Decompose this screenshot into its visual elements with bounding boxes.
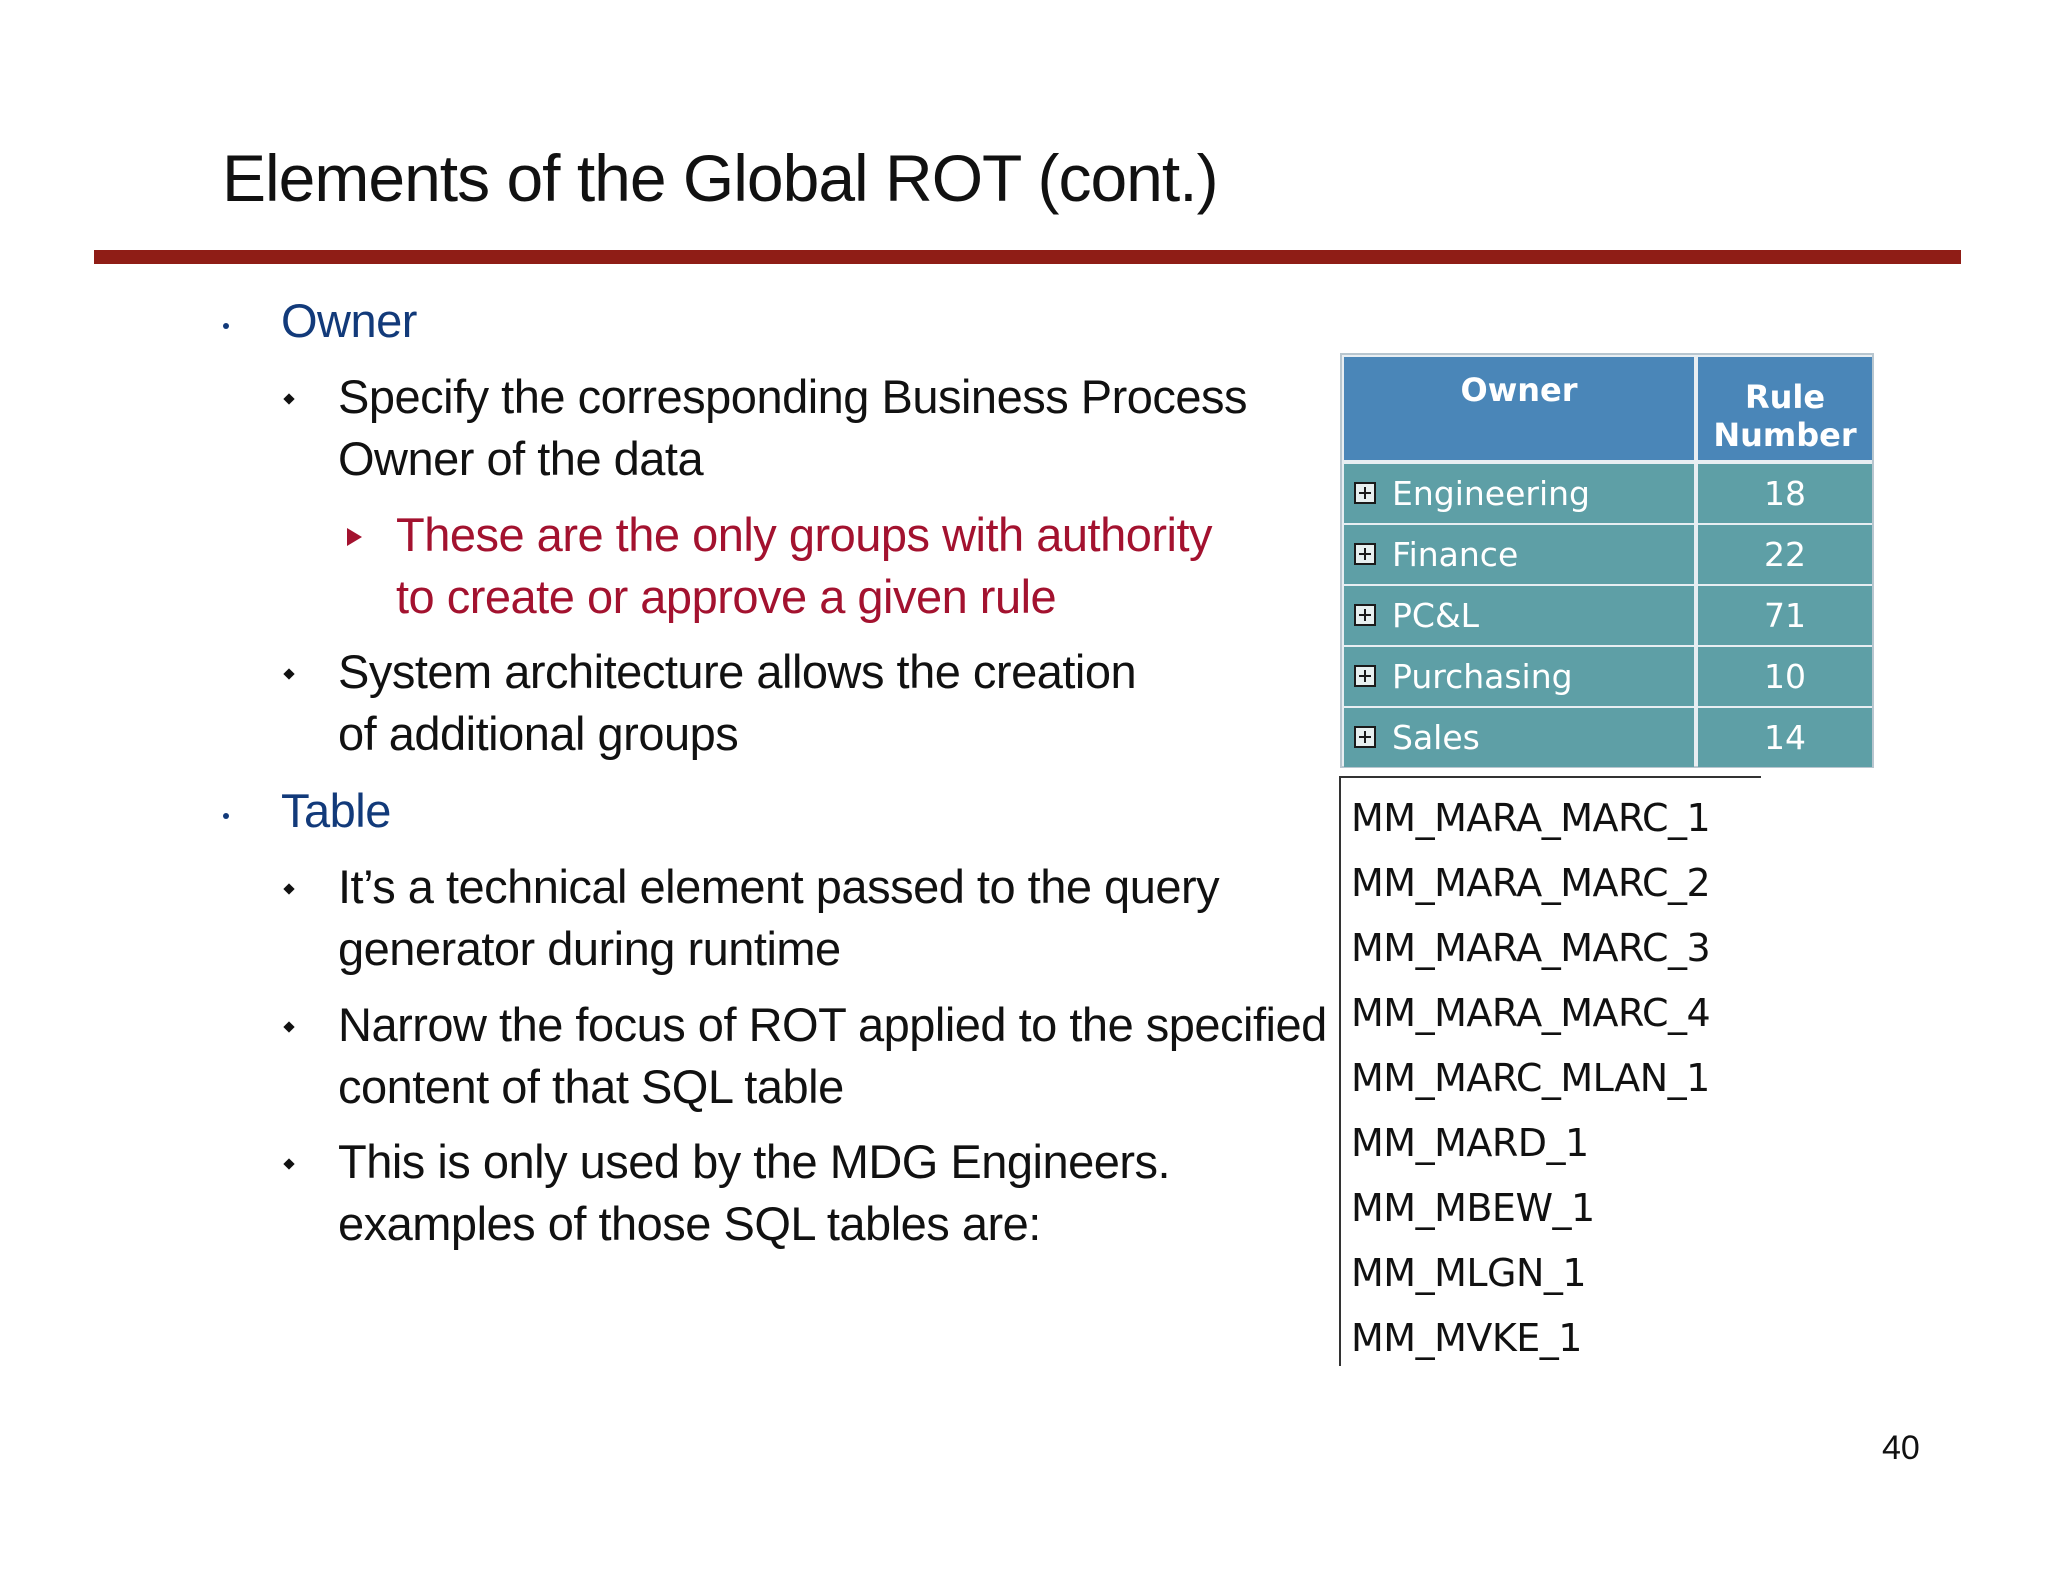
bullet-triangle [347,528,362,546]
rule-number-cell: 22 [1698,525,1872,584]
sql-table-list [1339,776,1761,1366]
bullet-diamond [283,883,294,894]
list-item[interactable]: MM_MARA_MARC_1 [1351,796,1711,840]
owner-subpoint-line1: These are the only groups with authority [396,508,1213,561]
owner-name: Sales [1392,718,1480,757]
owner-subpoint-line2: to create or approve a given rule [396,570,1057,623]
bullet-dot [223,323,229,329]
owner-point2-line2: of additional groups [338,707,739,760]
header-rule-label: Rule [1744,377,1826,416]
expand-plus-icon[interactable] [1354,482,1376,504]
list-item[interactable]: MM_MARC_MLAN_1 [1351,1056,1710,1100]
rule-number-cell: 71 [1698,586,1872,645]
table-row[interactable] [1344,525,1872,584]
bullet-diamond [283,1021,294,1032]
title-divider [94,250,1961,264]
owner-name: Purchasing [1392,657,1573,696]
slide-title: Elements of the Global ROT (cont.) [222,141,1218,215]
list-item[interactable]: MM_MARA_MARC_3 [1351,926,1711,970]
owner-point1-line1: Specify the corresponding Business Process [338,370,1248,423]
owner-cell [1344,464,1694,523]
bullet-dot [223,813,229,819]
owner-name: PC&L [1392,596,1480,635]
list-item[interactable]: MM_MARD_1 [1351,1121,1589,1165]
header-rule-number [1698,357,1872,460]
list-item[interactable]: MM_MARA_MARC_2 [1351,861,1711,905]
page-number: 40 [1882,1429,1920,1467]
rule-number-cell: 18 [1698,464,1872,523]
owner-cell [1344,708,1694,767]
bullet-table: Table [281,784,391,837]
table-point1-line1: It’s a technical element passed to the query [338,860,1220,913]
expand-plus-icon[interactable] [1354,726,1376,748]
header-owner-label: Owner [1460,371,1578,409]
table-point2-line1: Narrow the focus of ROT applied to the specified [338,998,1327,1051]
list-item[interactable]: MM_MLGN_1 [1351,1251,1587,1295]
table-row[interactable] [1344,464,1872,523]
header-owner [1344,357,1694,460]
bullet-diamond [283,668,294,679]
owner-cell [1344,586,1694,645]
expand-plus-icon[interactable] [1354,665,1376,687]
table-row[interactable] [1344,586,1872,645]
bullet-diamond [283,1158,294,1169]
rule-number-cell: 14 [1698,708,1872,767]
list-item[interactable]: MM_MBEW_1 [1351,1186,1595,1230]
bullet-owner: Owner [281,294,417,347]
table-point3-line2: examples of those SQL tables are: [338,1197,1041,1250]
owner-cell [1344,647,1694,706]
rule-number-cell: 10 [1698,647,1872,706]
owner-name: Finance [1392,535,1519,574]
expand-plus-icon[interactable] [1354,543,1376,565]
table-row[interactable] [1344,708,1872,767]
owner-cell [1344,525,1694,584]
owner-point2-line1: System architecture allows the creation [338,645,1137,698]
list-item[interactable]: MM_MVKE_1 [1351,1316,1582,1360]
table-row[interactable] [1344,647,1872,706]
table-point3-line1: This is only used by the MDG Engineers. [338,1135,1171,1188]
expand-plus-icon[interactable] [1354,604,1376,626]
owner-point1-line2: Owner of the data [338,432,704,485]
header-number-label: Number [1713,415,1857,454]
table-point1-line2: generator during runtime [338,922,841,975]
owner-rule-table [1340,353,1874,768]
bullet-diamond [283,393,294,404]
list-item[interactable]: MM_MARA_MARC_4 [1351,991,1711,1035]
owner-name: Engineering [1392,474,1590,513]
table-point2-line2: content of that SQL table [338,1060,844,1113]
